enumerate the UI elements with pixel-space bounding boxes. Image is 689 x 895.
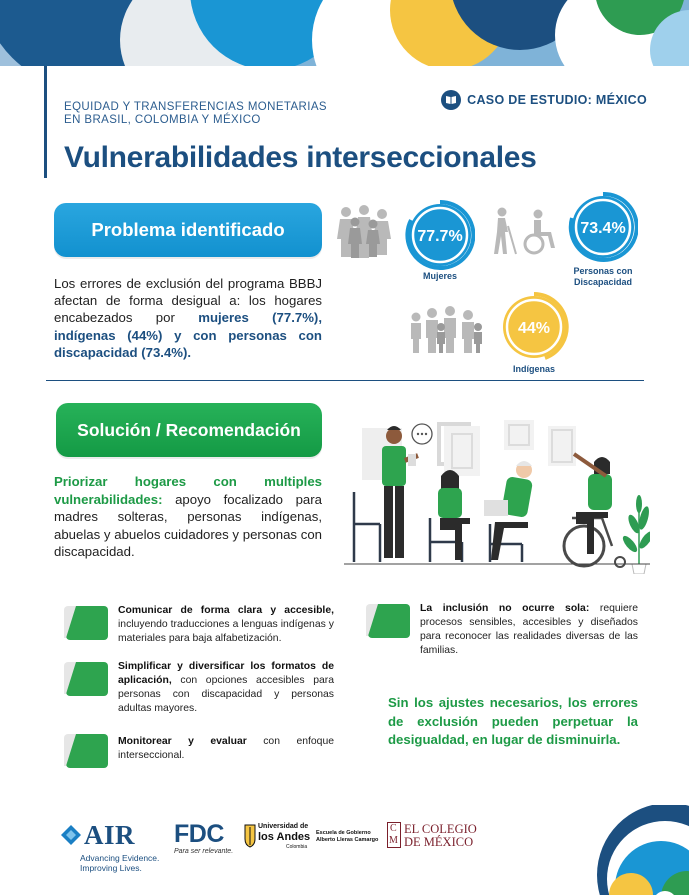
green-marker-icon [62,732,108,770]
action-text-inclusion [420,602,638,658]
colmex-line-2: DE MÉXICO [404,835,474,849]
case-study-tag [441,90,647,110]
action-bold-communicate: Comunicar de forma clara y accesible, [118,605,334,616]
fdc-wordmark: FDC [174,820,224,848]
colmex-line-1: EL COLEGIO [404,822,477,836]
disability-icon [488,206,562,256]
kicker [64,101,394,127]
action-body-inclusion: requiere procesos sensibles, accesibles y diseñados para reconocer las realidades diversas de las familias. [420,603,638,656]
page-title: Vulnerabilidades interseccionales [64,141,537,174]
escuela-gobierno-line-1: Escuela de Gobierno [316,830,371,836]
air-tagline-1: Advancing Evidence. [80,853,160,863]
action-text-monitor [118,732,334,770]
action-bold-inclusion: La inclusión no ocurre sola: [420,603,590,614]
action-text-simplify [118,660,334,716]
people-meeting-illustration [344,414,650,574]
action-item-simplify [62,660,334,716]
action-item-inclusion [364,602,638,658]
stat-value-women: 77.7% [417,228,463,245]
action-body-monitor: con enfoque interseccional. [118,736,335,761]
stat-label-disability-line-2: Discapacidad [573,276,633,287]
stat-value-disability: 73.4% [580,220,626,237]
action-text-communicate [118,604,334,646]
colmex-mark-c: C [390,823,397,834]
uniandes-line-1: Universidad de [258,823,309,830]
escuela-gobierno-line-2: Alberto Lleras Camargo [316,837,379,843]
women-group-icon [336,202,392,260]
stat-ring-indigenous [499,292,569,362]
left-accent-rule [44,66,47,178]
stat-ring-women [405,200,475,270]
action-body-communicate: incluyendo traducciones a lenguas indígenas y materiales para baja alfabetización. [118,619,334,644]
green-marker-icon [62,660,108,698]
stat-label-women: Mujeres [422,271,457,281]
fdc-logo [174,820,234,860]
problem-text-highlight: mujeres (77.7%), indígenas (44%) y con personas con discapacidad (73.4%). [54,310,322,360]
action-item-monitor [62,732,334,770]
section-divider [46,380,644,381]
uniandes-line-3: Colombia [286,844,308,850]
air-tagline-2: Improving Lives. [80,863,142,873]
case-study-label: CASO DE ESTUDIO: MÉXICO [467,93,647,107]
solution-text [54,473,322,561]
uniandes-line-2: los Andes [258,831,311,843]
stat-value-indigenous: 44% [517,320,551,337]
air-diamond-icon [60,824,82,846]
colmex-mark-m: M [389,835,398,846]
solution-text-highlight: Priorizar hogares con multiples vulnerabilidades: [54,474,322,507]
stat-label-disability [562,266,644,287]
action-item-communicate [62,604,334,646]
air-logo [60,820,160,876]
uniandes-shield-icon [244,824,256,848]
green-marker-icon [62,604,108,642]
solution-text-body: apoyo focalizado para madres solteras, personas indígenas, abuelas y abuelos cuidadores y personas con discapacidad. [54,491,322,560]
kicker-line-2: EN BRASIL, COLOMBIA Y MÉXICO [64,114,261,126]
problem-text-body: Los errores de exclusión del programa BBBJ afectan de forma desigual a: los hogares encabezados por [54,276,322,326]
header-banner-graphic [0,0,689,66]
problem-heading: Problema identificado [54,203,322,257]
colmex-logo [387,822,487,852]
problem-text [54,275,322,361]
action-bold-monitor: Monitorear y evaluar [118,736,247,747]
fdc-tagline: Para ser relevante. [174,848,234,855]
colmex-mark-icon [387,822,401,848]
stat-ring-disability [568,192,638,262]
stat-label-disability-line-1: Personas con [573,266,633,276]
kicker-line-1: EQUIDAD Y TRANSFERENCIAS MONETARIAS [64,101,328,113]
footer-decoration [569,805,689,895]
action-body-simplify: con opciones accesibles para personas con discapacidad y personas adultas mayores. [118,675,334,714]
stat-label-indigenous: Indígenas [512,364,555,374]
solution-heading: Solución / Recomendación [56,403,322,457]
uniandes-logo [244,823,310,855]
green-marker-icon [364,602,410,640]
escuela-gobierno-logo [316,830,386,850]
indigenous-group-icon [408,305,484,355]
book-icon [441,90,461,110]
action-bold-simplify: Simplificar y diversificar los formatos de aplicación, [118,661,334,686]
closing-statement: Sin los ajustes necesarios, los errores de exclusión pueden perpetuar la desigualdad, en lugar de disminuirla. [388,695,638,748]
air-wordmark: AIR [84,820,136,850]
